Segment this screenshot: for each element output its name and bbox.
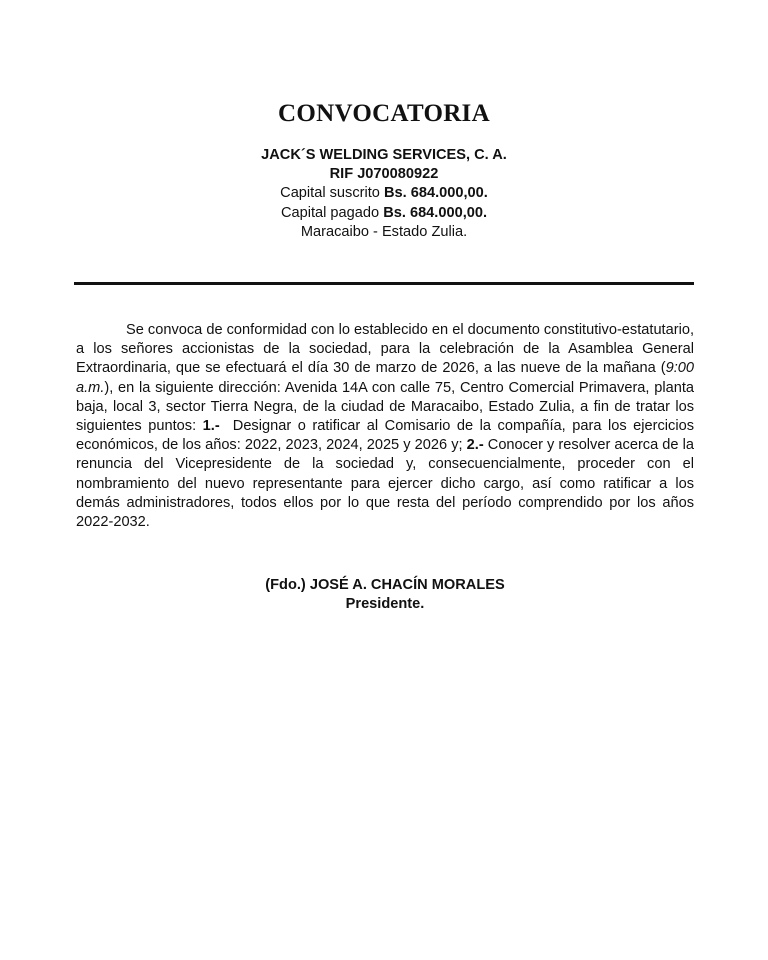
body-part2: ), en la siguiente dirección: Avenida 14A con calle 75, Centro Comercial Primavera, planta baja, local 3, sector Tierra Negra, de la ciudad de Maracaibo, Estado Zulia, a fin de tratar los siguientes puntos: [76, 379, 694, 435]
company-header [0, 146, 768, 242]
capital-suscrito-label: Capital suscrito [280, 185, 384, 202]
signature-block [0, 576, 768, 614]
capital-pagado [0, 204, 768, 223]
capital-pagado-label: Capital pagado [280, 204, 384, 221]
capital-suscrito-value: Bs. 684.000,00. [383, 185, 488, 202]
point2-label: 2.- [466, 437, 484, 454]
capital-suscrito [0, 184, 768, 203]
point1-label: 1.- [202, 418, 220, 435]
signatory-name: (Fdo.) JOSÉ A. CHACÍN MORALES [265, 577, 505, 593]
horizontal-divider [74, 282, 694, 285]
document-title: CONVOCATORIA [278, 100, 490, 127]
company-rif: RIF J070080922 [329, 166, 439, 183]
point2-text: Conocer y resolver acerca de la renuncia del Vicepresidente de la sociedad y, consecuencialmente, proceder con el nombramiento del nuevo representante para ejercer dicho cargo, así como ratificar a los demás administradores, todos ellos por lo que resta del período comprendido por los años 2022-2032. [76, 437, 694, 531]
signatory-role: Presidente. [345, 596, 425, 612]
company-name: JACK´S WELDING SERVICES, C. A. [261, 147, 507, 163]
point1-text: Designar o ratificar al Comisario de la compañía, para los ejercicios económicos, de los años: 2022, 2023, 2024, 2025 y 2026 y; [76, 418, 699, 454]
capital-pagado-value: Bs. 684.000,00. [383, 204, 488, 221]
company-location: Maracaibo - Estado Zulia. [300, 223, 468, 240]
body-part1: Se convoca de conformidad con lo establecido en el documento constitutivo-estatutario, a los señores accionistas de la sociedad, para la celebración de la Asamblea General Extraordinaria, que se efectuará el día 30 de marzo de 2026, a las nueve de la mañana ( [76, 322, 694, 377]
body-time: 9:00 a.m. [76, 360, 694, 396]
convocation-body [76, 321, 699, 532]
